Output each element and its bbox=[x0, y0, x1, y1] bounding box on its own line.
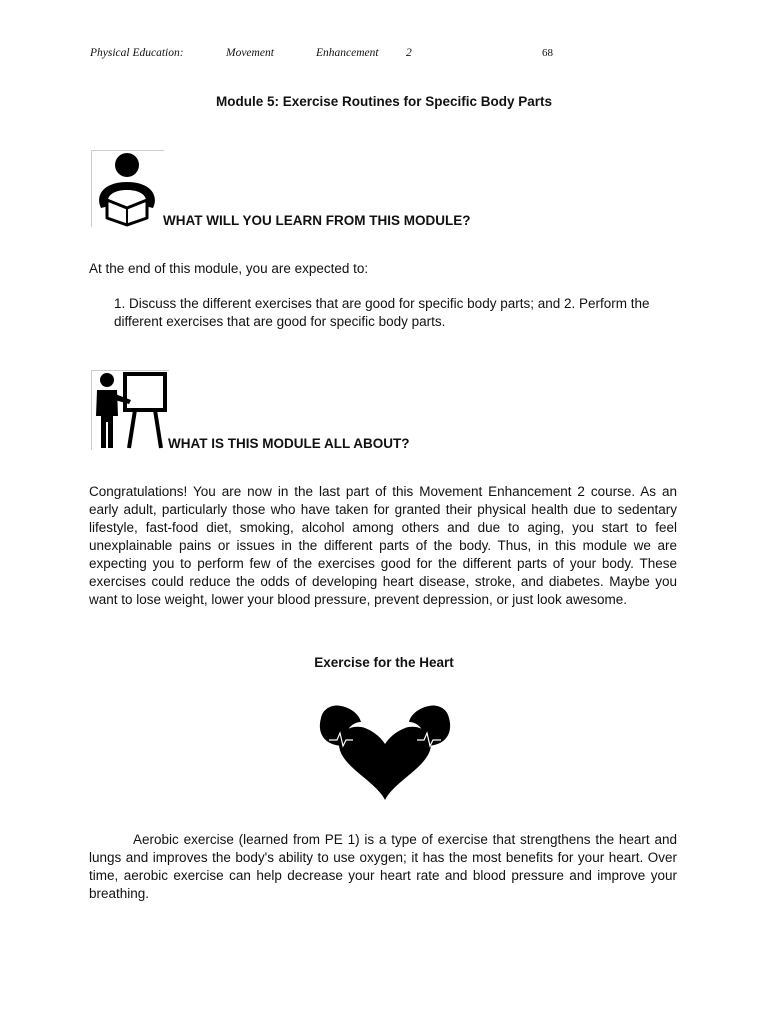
header-movement: Movement bbox=[226, 47, 274, 59]
module-title: Module 5: Exercise Routines for Specific Body Parts bbox=[215, 94, 553, 109]
section-heading-about: WHAT IS THIS MODULE ALL ABOUT? bbox=[168, 436, 410, 451]
page-header bbox=[90, 47, 590, 65]
objectives-list: 1. Discuss the different exercises that are good for specific body parts; and 2. Perform the different exercises that are good for specific body parts. bbox=[114, 296, 650, 329]
header-enhancement: Enhancement bbox=[316, 47, 379, 59]
muscular-heart-icon bbox=[315, 700, 455, 804]
heart-exercise-heading: Exercise for the Heart bbox=[314, 655, 454, 670]
header-course-number: 2 bbox=[406, 47, 412, 59]
about-paragraph: Congratulations! You are now in the last part of this Movement Enhancement 2 course. As an early adult, particularly those who have taken for granted their physical health due to sedentary lifestyle, fast-food diet, smoking, alcohol among others and due to aging, you start to feel unexplainable pains or issues in the different parts of the body. Thus, in this module we are expecting you to perform few of the exercises good for the different parts of your body. These exercises could reduce the odds of developing heart disease, stroke, and diabetes. Maybe you want to lose weight, lower your blood pressure, prevent depression, or just look awesome. bbox=[89, 484, 677, 607]
teacher-board-icon bbox=[91, 370, 169, 450]
objectives-intro: At the end of this module, you are expected to: bbox=[89, 261, 369, 276]
aerobic-paragraph: Aerobic exercise (learned from PE 1) is a type of exercise that strengthens the heart and lungs and improves the body's ability to use oxygen; it has the most benefits for your heart. Over time, aerobic exercise can help decrease your heart rate and blood pressure and improve your breathing. bbox=[89, 832, 677, 901]
section-heading-learn: WHAT WILL YOU LEARN FROM THIS MODULE? bbox=[163, 213, 471, 228]
header-subject: Physical Education: bbox=[90, 47, 184, 59]
page-number: 68 bbox=[542, 47, 553, 59]
person-reading-icon bbox=[91, 150, 164, 227]
